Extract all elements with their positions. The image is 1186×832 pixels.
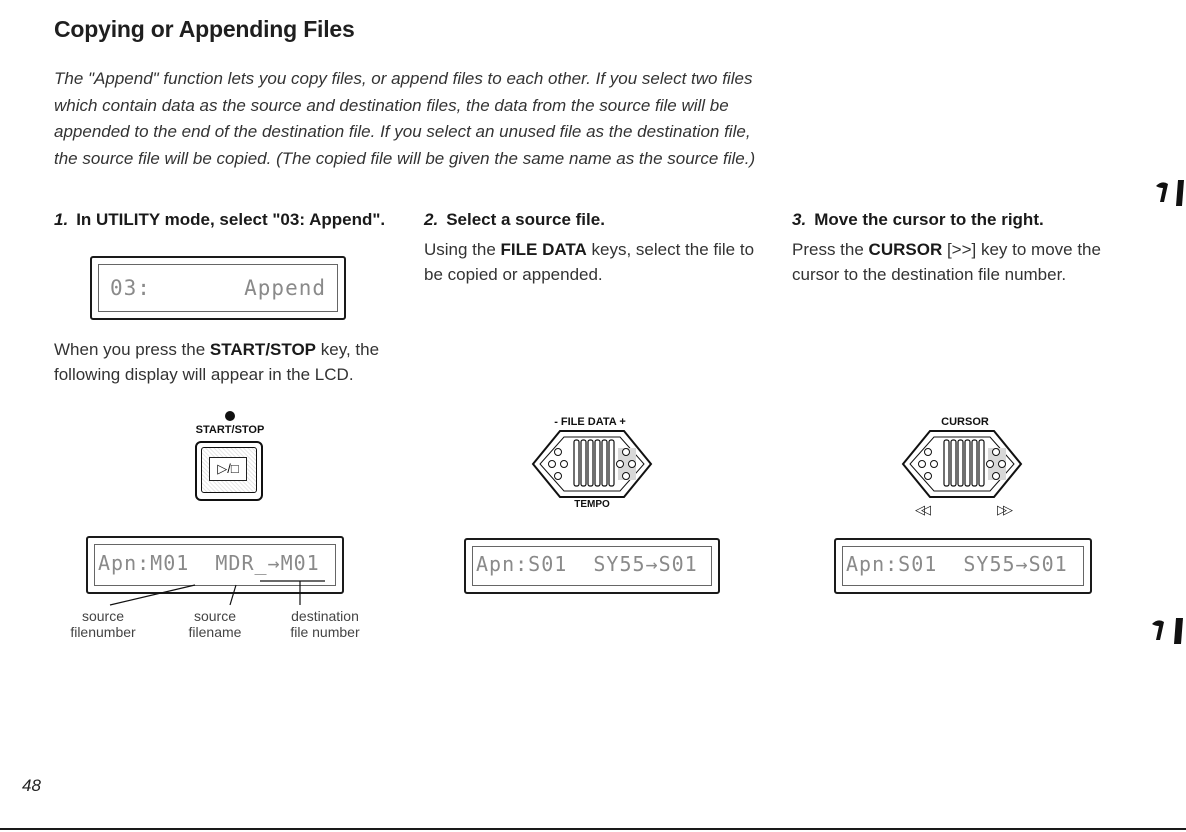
binder-mark-bottom bbox=[1150, 614, 1186, 644]
lcd-append-display-3 bbox=[834, 538, 1092, 594]
step-1-number: 1. bbox=[54, 210, 69, 229]
lcd-utility-append bbox=[90, 256, 346, 320]
intro-paragraph: The "Append" function lets you copy files, or append files to each other. If you select two files which contain data as the source and destination files, the data from the source file will be appended to the end of the destination file. If you select an unused file as the destination file, the source file will be copied. (The copied file will be given the same name as the source file.) bbox=[54, 69, 756, 168]
lcd-append-text-3: Apn:S01 SY55→S01 bbox=[846, 552, 1068, 576]
step-1-heading bbox=[54, 210, 385, 230]
lcd-append-display-2 bbox=[464, 538, 720, 594]
step-1-description: When you press the START/STOP key, the following display will appear in the LCD. bbox=[54, 340, 380, 384]
lcd-menu-name: Append bbox=[244, 276, 326, 300]
step-3-heading bbox=[792, 210, 1044, 230]
step-2-title: Select a source file. bbox=[446, 210, 605, 229]
step-2-number: 2. bbox=[424, 210, 439, 229]
cursor-key-ref: CURSOR bbox=[868, 240, 943, 259]
callout-lines bbox=[100, 575, 330, 607]
lcd-append-text-2: Apn:S01 SY55→S01 bbox=[476, 552, 698, 576]
step-3-title: Move the cursor to the right. bbox=[814, 210, 1044, 229]
lcd-append-text-1: Apn:M01 MDR_→M01 bbox=[98, 551, 320, 575]
lcd-menu-number: 03: bbox=[110, 276, 151, 300]
page-number: 48 bbox=[22, 776, 41, 795]
file-data-key-ref: FILE DATA bbox=[500, 240, 587, 259]
file-data-label: - FILE DATA + bbox=[554, 416, 626, 428]
callout-destination-file-number: destination file number bbox=[290, 608, 360, 640]
start-stop-key-ref: START/STOP bbox=[209, 340, 317, 359]
play-stop-icon: ▷/□ bbox=[209, 457, 247, 481]
step-3-description: Press the CURSOR [>>] key to move the cursor to the destination file number. bbox=[792, 240, 1101, 284]
start-stop-indicator-icon bbox=[225, 411, 235, 421]
page-title: Copying or Appending Files bbox=[54, 16, 355, 42]
callout-source-filename: source filename bbox=[188, 608, 242, 640]
file-data-rocker-key[interactable] bbox=[530, 428, 654, 500]
cursor-label: CURSOR bbox=[941, 416, 989, 428]
step-3-number: 3. bbox=[792, 210, 807, 229]
step-2-heading bbox=[424, 210, 605, 230]
bottom-rule bbox=[0, 828, 1186, 830]
step-1-title: In UTILITY mode, select "03: Append". bbox=[76, 210, 386, 229]
start-stop-label: START/STOP bbox=[195, 424, 265, 436]
cursor-right-icon: ▷▷ bbox=[997, 502, 1009, 517]
binder-mark-top bbox=[1154, 178, 1186, 206]
start-stop-button[interactable] bbox=[195, 441, 261, 499]
step-2-description: Using the FILE DATA keys, select the file to be copied or appended. bbox=[424, 240, 755, 284]
callout-source-file-number: source filenumber bbox=[70, 608, 136, 640]
cursor-rocker-key[interactable] bbox=[900, 428, 1024, 500]
cursor-left-icon: ◁◁ bbox=[915, 502, 927, 517]
tempo-label: TEMPO bbox=[574, 499, 610, 510]
